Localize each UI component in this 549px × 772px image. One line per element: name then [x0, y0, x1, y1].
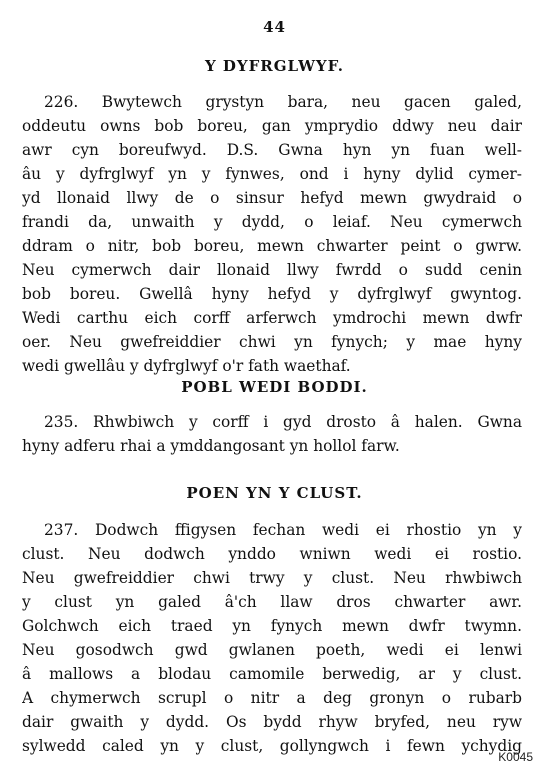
text-line: sylwedd caled yn y clust, gollyngwch i fewn ychydig	[22, 737, 522, 755]
paragraph-226	[22, 90, 522, 378]
text-line: frandi da, unwaith y dydd, o leiaf. Neu cymerwch	[22, 213, 522, 231]
page-number: 44	[263, 18, 286, 36]
section-heading-poen-yn-y-clust: POEN YN Y CLUST.	[186, 484, 363, 502]
text-line: bob boreu. Gwellâ hyny hefyd y dyfrglwyf gwyntog.	[22, 285, 522, 303]
text-line: yd llonaid llwy de o sinsur hefyd mewn gwydraid o	[22, 189, 522, 207]
text-line: 237. Dodwch ffigysen fechan wedi ei rhostio yn y	[44, 521, 522, 539]
text-line: Neu gwefreiddier chwi trwy y clust. Neu rhwbiwch	[22, 569, 522, 587]
paragraph-235	[22, 410, 522, 458]
text-line: â mallows a blodau camomile berwedig, ar y clust.	[22, 665, 522, 683]
paragraph-237	[22, 518, 522, 758]
text-line: ddram o nitr, bob boreu, mewn chwarter peint o gwrw.	[22, 237, 522, 255]
text-line: y clust yn galed â'ch llaw dros chwarter awr.	[22, 593, 522, 611]
text-line: 226. Bwytewch grystyn bara, neu gacen galed,	[44, 93, 522, 111]
text-line: clust. Neu dodwch ynddo wniwn wedi ei rostio.	[22, 545, 522, 563]
text-line: âu y dyfrglwyf yn y fynwes, ond i hyny dylid cymer-	[22, 165, 522, 183]
text-line: dair gwaith y dydd. Os bydd rhyw bryfed, neu ryw	[22, 713, 522, 731]
text-line: oddeutu owns bob boreu, gan ymprydio ddwy neu dair	[22, 117, 522, 135]
text-line: awr cyn boreufwyd. D.S. Gwna hyn yn fuan well-	[22, 141, 522, 159]
text-line: 235. Rhwbiwch y corff i gyd drosto â halen. Gwna	[44, 413, 522, 431]
section-heading-dyfrglwyf: Y DYFRGLWYF.	[204, 57, 345, 75]
section-heading-pobl-wedi-boddi: POBL WEDI BODDI.	[181, 378, 368, 396]
catalog-id: K0045	[498, 750, 533, 764]
text-line: Neu gosodwch gwd gwlanen poeth, wedi ei lenwi	[22, 641, 522, 659]
text-line: Wedi carthu eich corff arferwch ymdrochi mewn dwfr	[22, 309, 522, 327]
text-line: hyny adferu rhai a ymddangosant yn hollol farw.	[22, 437, 400, 455]
text-line: oer. Neu gwefreiddier chwi yn fynych; y mae hyny	[22, 333, 522, 351]
text-line: A chymerwch scrupl o nitr a deg gronyn o rubarb	[22, 689, 522, 707]
text-line: wedi gwellâu y dyfrglwyf o'r fath waethaf.	[22, 357, 351, 375]
text-line: Golchwch eich traed yn fynych mewn dwfr twymn.	[22, 617, 522, 635]
text-line: Neu cymerwch dair llonaid llwy fwrdd o sudd cenin	[22, 261, 522, 279]
